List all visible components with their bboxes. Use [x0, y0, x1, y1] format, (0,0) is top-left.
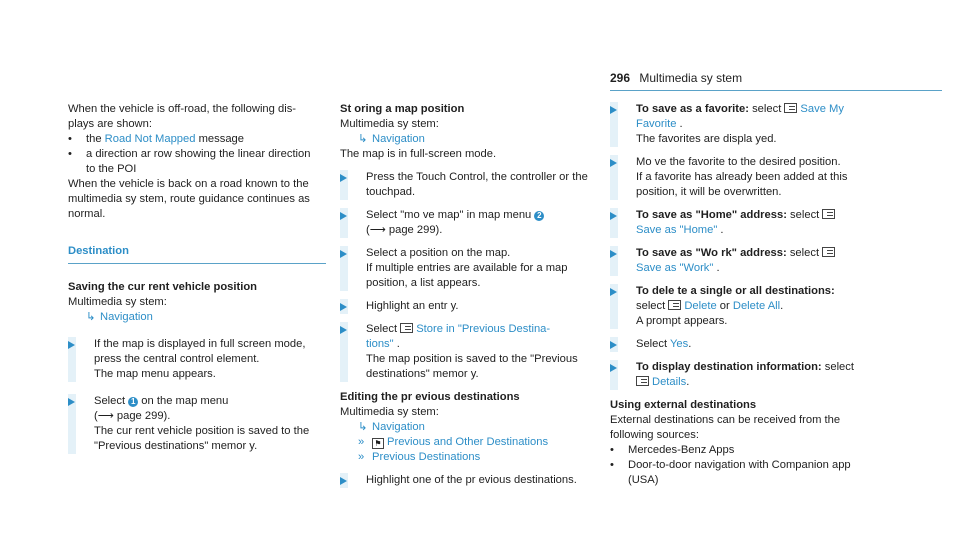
- navigation-link[interactable]: Navigation: [100, 311, 153, 323]
- page-ref-arrow-icon: ⟶: [369, 224, 386, 236]
- step: [610, 155, 868, 200]
- page-ref-arrow-icon: ⟶: [97, 410, 114, 422]
- page-header: [610, 71, 742, 86]
- save-as-work-link[interactable]: Save as "Work": [636, 262, 714, 274]
- step-marker: [610, 284, 618, 329]
- list-item: [610, 443, 868, 458]
- bullet-icon: •: [68, 148, 72, 160]
- page-ref[interactable]: page 299).: [116, 410, 171, 422]
- step-marker: [610, 360, 618, 390]
- step-arrow-icon: [610, 159, 617, 167]
- para-line: multimedia sy stem, route guidance continues as: [68, 193, 310, 205]
- step-text: select: [748, 103, 785, 115]
- list-item: [68, 132, 326, 147]
- step-arrow-icon: [340, 212, 347, 220]
- intro-line-2: plays are shown:: [68, 118, 152, 130]
- step-arrow-icon: [340, 250, 347, 258]
- list-item: [68, 147, 326, 177]
- fullscreen-note: The map is in full-screen mode.: [340, 148, 497, 160]
- step: [610, 246, 868, 276]
- menu-icon: [822, 247, 835, 257]
- menu-icon: [784, 103, 797, 113]
- step-text: .: [780, 300, 784, 312]
- step-bold: To save as "Home" address:: [636, 209, 787, 221]
- step-text: press the central control element.: [94, 353, 260, 365]
- save-my-favorite-link[interactable]: Favorite: [636, 118, 677, 130]
- step: [610, 284, 868, 329]
- details-link[interactable]: Details: [652, 376, 687, 388]
- step-text: .: [713, 262, 720, 274]
- step: [610, 102, 868, 147]
- step: [68, 337, 326, 382]
- bullet-text: a direction ar row showing the linear direction: [86, 148, 311, 160]
- step-text: select: [636, 300, 669, 312]
- navigation-link[interactable]: Navigation: [372, 421, 425, 433]
- return-arrow-icon: ↳: [86, 311, 96, 323]
- step-arrow-icon: [340, 326, 347, 334]
- header-rule: [610, 90, 942, 91]
- step-marker: [68, 394, 76, 454]
- column-2: [340, 102, 598, 488]
- step-marker: [340, 299, 348, 314]
- previous-other-link[interactable]: Previous and Other Destinations: [387, 436, 549, 448]
- ms-label: Multimedia sy stem:: [340, 118, 439, 130]
- road-not-mapped-link[interactable]: Road Not Mapped: [104, 133, 196, 145]
- step-arrow-icon: [340, 174, 347, 182]
- step-text: .: [717, 224, 724, 236]
- step-text: Select a position on the map.: [366, 247, 511, 259]
- step-text: Mo ve the favorite to the desired position.: [636, 156, 841, 168]
- bullet-icon: •: [68, 133, 72, 145]
- step: [340, 322, 598, 382]
- step-text: .: [676, 118, 683, 130]
- destination-heading: Destination: [68, 244, 326, 264]
- step-text: Select: [366, 323, 401, 335]
- step-marker: [340, 208, 348, 238]
- navigation-link[interactable]: Navigation: [372, 133, 425, 145]
- step: [340, 246, 598, 291]
- delete-link[interactable]: Delete: [684, 300, 717, 312]
- step-text: touchpad.: [366, 186, 416, 198]
- saving-heading: Saving the cur rent vehicle position: [68, 281, 257, 293]
- storing-heading: St oring a map position: [340, 103, 465, 115]
- step-text: Press the Touch Control, the controller or the: [366, 171, 588, 183]
- para-line: normal.: [68, 208, 106, 220]
- return-arrow-icon: ↳: [358, 421, 368, 433]
- step-text: If the map is displayed in full screen mode,: [94, 338, 306, 350]
- step-text: Select "mo ve map" in map menu: [366, 209, 535, 221]
- step-marker: [340, 246, 348, 291]
- callout-1-icon: 1: [128, 397, 138, 407]
- step-text: The favorites are displa yed.: [636, 133, 777, 145]
- step-text: A prompt appears.: [636, 315, 728, 327]
- step-marker: [340, 322, 348, 382]
- using-para: following sources:: [610, 429, 699, 441]
- list-item: [610, 458, 868, 488]
- save-my-favorite-link[interactable]: Save My: [800, 103, 844, 115]
- step-marker: [610, 102, 618, 147]
- bullet-icon: •: [610, 459, 614, 471]
- step: [610, 360, 868, 390]
- step: Select "mo ve map" in map menu 2 (⟶ page 299).: [340, 208, 598, 238]
- using-heading: Using external destinations: [610, 399, 757, 411]
- step-marker: [610, 208, 618, 238]
- editing-heading: Editing the pr evious destinations: [340, 391, 520, 403]
- callout-2-icon: 2: [534, 211, 544, 221]
- step-marker: [340, 473, 348, 488]
- bullet-text: the: [86, 133, 105, 145]
- step-marker: [610, 246, 618, 276]
- nav-path: [340, 450, 598, 465]
- using-para: External destinations can be received from the: [610, 414, 841, 426]
- step-text: Highlight one of the pr evious destinations.: [366, 474, 577, 486]
- step-text: or: [716, 300, 733, 312]
- step-text: position, it will be overwritten.: [636, 186, 782, 198]
- step: Select 1 on the map menu (⟶ page 299). The cur rent vehicle position is saved to the "Previous destinations" memor y.: [68, 394, 326, 454]
- step: [340, 170, 598, 200]
- double-chevron-icon: »: [358, 451, 365, 463]
- yes-link[interactable]: Yes: [670, 338, 689, 350]
- step-bold: To dele te a single or all destinations:: [636, 285, 835, 297]
- store-previous-link[interactable]: tions": [366, 338, 394, 350]
- step-arrow-icon: [610, 212, 617, 220]
- save-as-home-link[interactable]: Save as "Home": [636, 224, 718, 236]
- step-marker: [610, 337, 618, 352]
- ms-label: Multimedia sy stem:: [340, 406, 439, 418]
- flag-icon: ⚑: [372, 438, 384, 449]
- step-text: select: [821, 361, 854, 373]
- bullet-text: (USA): [628, 474, 659, 486]
- step-arrow-icon: [68, 398, 75, 406]
- delete-all-link[interactable]: Delete All: [732, 300, 781, 312]
- store-previous-link[interactable]: Store in "Previous Destina-: [416, 323, 551, 335]
- menu-icon: [668, 300, 681, 310]
- step-arrow-icon: [610, 364, 617, 372]
- step-text: .: [688, 338, 692, 350]
- bullet-text: message: [195, 133, 244, 145]
- nav-path: [340, 132, 598, 147]
- step-text: "Previous destinations" memor y.: [94, 440, 258, 452]
- page-ref[interactable]: page 299).: [388, 224, 443, 236]
- bullet-icon: •: [610, 444, 614, 456]
- column-1: [68, 102, 326, 454]
- step-text: select: [786, 209, 823, 221]
- nav-path: [340, 420, 598, 435]
- step-text: on the map menu: [138, 395, 229, 407]
- step-text: If a favorite has already been added at this: [636, 171, 848, 183]
- step-arrow-icon: [610, 250, 617, 258]
- double-chevron-icon: »: [358, 436, 365, 448]
- step: [610, 337, 868, 352]
- menu-icon: [822, 209, 835, 219]
- step: [340, 473, 598, 488]
- page-number: 296: [610, 71, 631, 85]
- bullet-text: to the POI: [86, 163, 137, 175]
- step-text: destinations" memor y.: [366, 368, 479, 380]
- step-arrow-icon: [340, 477, 347, 485]
- previous-destinations-link[interactable]: Previous Destinations: [372, 451, 481, 463]
- step-text: Highlight an entr y.: [366, 300, 459, 312]
- step-marker: [610, 155, 618, 200]
- column-3: [610, 102, 868, 488]
- step: [610, 208, 868, 238]
- ms-label: Multimedia sy stem:: [68, 296, 167, 308]
- step-marker: [68, 337, 76, 382]
- nav-path: [68, 310, 326, 325]
- step-arrow-icon: [610, 106, 617, 114]
- step-bold: To save as a favorite:: [636, 103, 749, 115]
- step-bold: To save as "Wo rk" address:: [636, 247, 787, 259]
- step-arrow-icon: [610, 341, 617, 349]
- step-bold: To display destination information:: [636, 361, 822, 373]
- step-arrow-icon: [610, 288, 617, 296]
- bullet-text: Mercedes-Benz Apps: [628, 444, 735, 456]
- bullet-text: Door-to-door navigation with Companion app: [628, 459, 851, 471]
- step-text: The map position is saved to the "Previous: [366, 353, 578, 365]
- step-text: Select: [94, 395, 129, 407]
- step-text: .: [393, 338, 400, 350]
- step-text: Select: [636, 338, 670, 350]
- step-text: .: [686, 376, 690, 388]
- step-text: select: [786, 247, 823, 259]
- step-text: position, a list appears.: [366, 277, 481, 289]
- step-arrow-icon: [340, 303, 347, 311]
- menu-icon: [400, 323, 413, 333]
- step-marker: [340, 170, 348, 200]
- step-text: The cur rent vehicle position is saved to the: [94, 425, 310, 437]
- step: [340, 299, 598, 314]
- step-arrow-icon: [68, 341, 75, 349]
- step-text: If multiple entries are available for a map: [366, 262, 568, 274]
- para-line: When the vehicle is back on a road known to the: [68, 178, 309, 190]
- nav-path: [340, 435, 598, 450]
- return-arrow-icon: ↳: [358, 133, 368, 145]
- intro-line-1: When the vehicle is off-road, the following dis-: [68, 103, 297, 115]
- step-text: The map menu appears.: [94, 368, 216, 380]
- header-title: Multimedia sy stem: [639, 71, 743, 85]
- menu-icon: [636, 376, 649, 386]
